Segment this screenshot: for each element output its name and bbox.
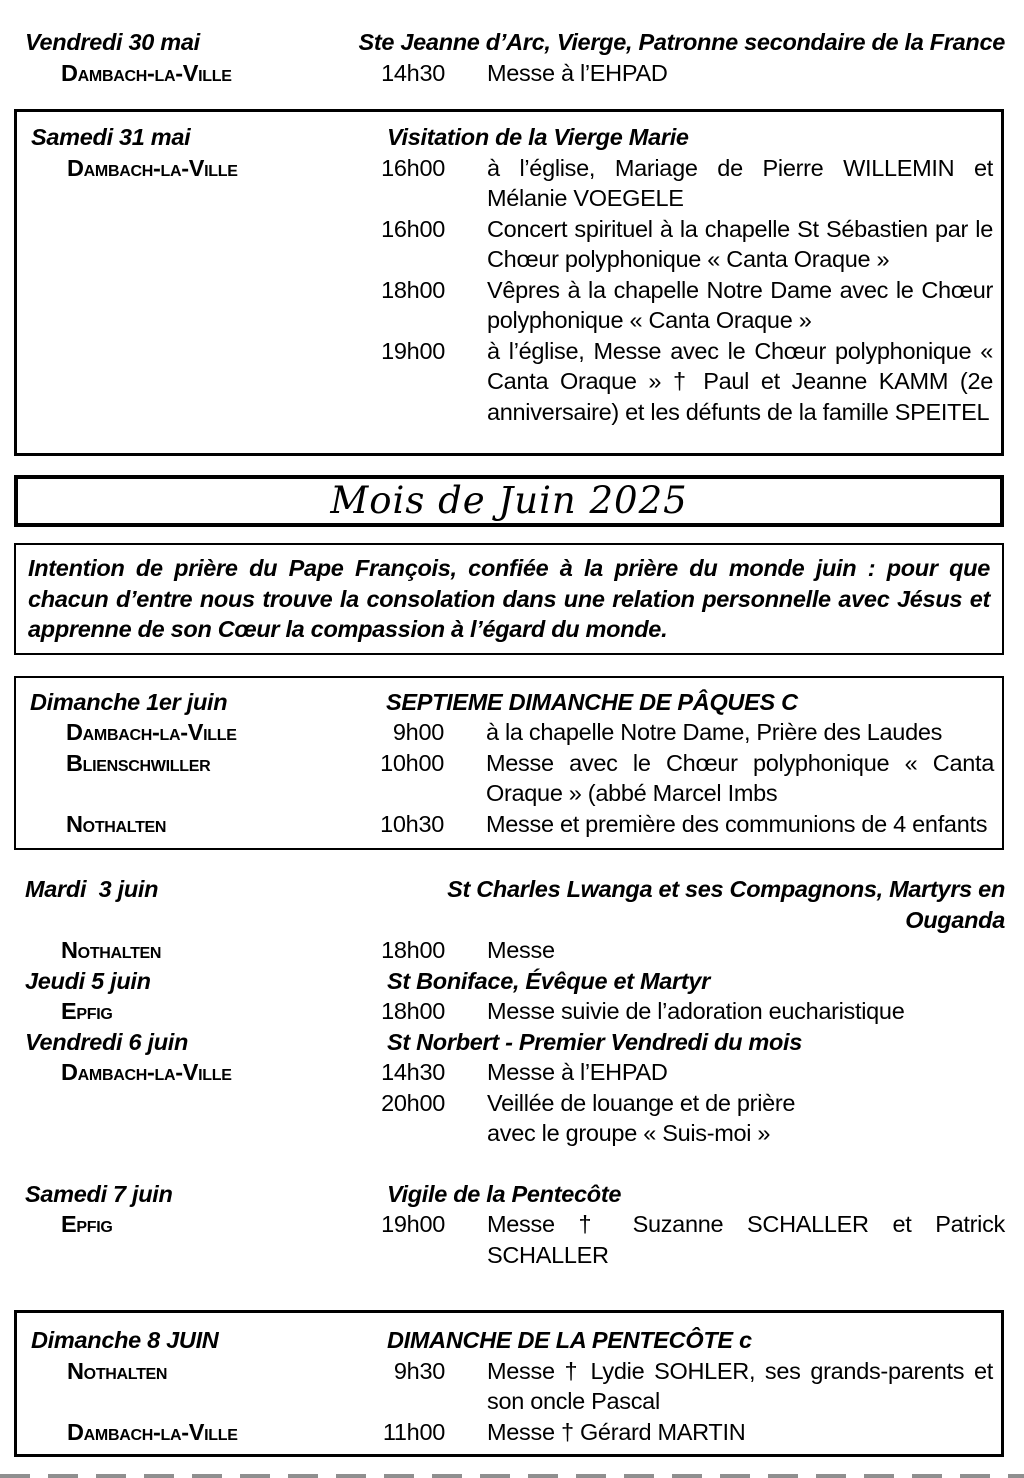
location-label: Dambach-la-Ville [67, 1418, 238, 1445]
month-title: Mois de Juin 2025 [330, 479, 688, 522]
cut-line [0, 1474, 1024, 1478]
schedule-row [25, 1027, 1005, 1058]
event-description: Messe suivie de l’adoration eucharistique [487, 998, 905, 1024]
location-label: Dambach-la-Ville [61, 59, 232, 86]
time-label: 14h30 [381, 1059, 445, 1085]
event-description: à l’église, Messe avec le Chœur polyphonique « Canta Oraque » † Paul et Jeanne KAMM (2e anniversaire) et les défunts de la famille SPEITEL [487, 337, 993, 425]
section-june-8-box [14, 1310, 1004, 1457]
event-description: à l’église, Mariage de Pierre WILLEMIN et Mélanie VOEGELE [487, 154, 993, 211]
event-description: avec le groupe « Suis-moi » [487, 1120, 771, 1146]
time-label: 19h00 [381, 337, 445, 364]
day-label: Samedi 31 mai [31, 124, 191, 150]
feast-title: Ste Jeanne d’Arc, Vierge, Patronne secondaire de la France [358, 29, 1005, 55]
time-label: 16h00 [381, 215, 445, 242]
event-description: Messe † Gérard MARTIN [487, 1418, 746, 1445]
feast-title: St Boniface, Évêque et Martyr [387, 967, 711, 994]
time-label: 11h00 [382, 1418, 445, 1445]
schedule-row [31, 275, 993, 336]
schedule-row [25, 58, 1005, 89]
location-label: Dambach-la-Ville [61, 1059, 232, 1085]
schedule-row [25, 996, 1005, 1027]
location-label: Dambach-la-Ville [67, 154, 238, 181]
section-june-1-box [14, 676, 1004, 851]
location-label: Nothalten [67, 1357, 168, 1384]
day-label: Vendredi 30 mai [25, 29, 200, 55]
time-label: 18h00 [381, 276, 445, 303]
day-label: Mardi 3 juin [25, 876, 159, 902]
time-label: 19h00 [381, 1211, 445, 1237]
schedule-row [30, 717, 994, 748]
section-june-3-to-6 [25, 874, 1005, 1149]
location-label: Nothalten [66, 810, 167, 837]
event-description: Veillée de louange et de prière [487, 1089, 796, 1116]
section-may-30 [25, 0, 1005, 88]
time-label: 18h00 [381, 937, 445, 963]
schedule-row [25, 1209, 1005, 1270]
schedule-row [31, 336, 993, 428]
feast-title: Vigile de la Pentecôte [387, 1180, 622, 1207]
schedule-row [25, 1179, 1005, 1210]
event-description: Messe avec le Chœur polyphonique « Canta Oraque » (abbé Marcel Imbs [486, 749, 994, 806]
time-label: 14h30 [381, 59, 445, 86]
event-description: Messe à l’EHPAD [487, 1059, 668, 1085]
event-description: Messe et première des communions de 4 enfants [486, 810, 988, 837]
schedule-row [25, 1118, 1005, 1149]
time-label: 10h30 [380, 810, 444, 837]
time-label: 9h30 [393, 1357, 445, 1384]
section-may-31-box [14, 109, 1004, 456]
time-label: 20h00 [381, 1089, 445, 1116]
location-label: Blienschwiller [66, 749, 211, 776]
time-label: 9h00 [392, 719, 444, 745]
schedule-row [31, 1325, 993, 1356]
schedule-row [31, 214, 993, 275]
event-description: Concert spirituel à la chapelle St Sébastien par le Chœur polyphonique « Canta Oraque » [487, 215, 993, 272]
month-title-box [14, 475, 1004, 527]
schedule-row [31, 153, 993, 214]
schedule-row [31, 1417, 993, 1448]
feast-title: St Charles Lwanga et ses Compagnons, Martyrs en Ouganda [447, 876, 1005, 933]
schedule-row [25, 874, 1005, 935]
event-description: Messe † Suzanne SCHALLER et Patrick SCHALLER [487, 1211, 1005, 1268]
time-label: 18h00 [381, 998, 445, 1024]
section-june-7 [25, 1179, 1005, 1271]
time-label: 16h00 [381, 154, 445, 181]
schedule-row [25, 1088, 1005, 1119]
schedule-row [30, 809, 994, 840]
location-label: Epfig [61, 998, 113, 1024]
day-label: Samedi 7 juin [25, 1180, 173, 1207]
schedule-row [31, 1356, 993, 1417]
day-label: Vendredi 6 juin [25, 1028, 189, 1055]
feast-title: DIMANCHE DE LA PENTECÔTE c [387, 1327, 752, 1353]
schedule-row [25, 935, 1005, 966]
location-label: Nothalten [61, 937, 162, 963]
location-label: Epfig [61, 1211, 113, 1237]
event-description: à la chapelle Notre Dame, Prière des Laudes [486, 719, 943, 745]
schedule-row [25, 966, 1005, 997]
schedule-row [25, 1057, 1005, 1088]
event-description: Vêpres à la chapelle Notre Dame avec le Chœur polyphonique « Canta Oraque » [487, 276, 993, 333]
intention-text: Intention de prière du Pape François, confiée à la prière du monde juin : pour que chacun d’entre nous trouve la consolation dans une relation personnelle avec Jésus et apprenne de son Cœur la compassion à l’égard du monde. [28, 555, 990, 642]
feast-title: Visitation de la Vierge Marie [387, 124, 689, 150]
day-label: Jeudi 5 juin [25, 967, 151, 994]
feast-title: St Norbert - Premier Vendredi du mois [387, 1028, 803, 1055]
day-label: Dimanche 1er juin [30, 688, 228, 715]
time-label: 10h00 [380, 749, 444, 776]
intention-box [14, 543, 1004, 655]
feast-title: SEPTIEME DIMANCHE DE PÂQUES C [386, 688, 798, 715]
event-description: Messe † Lydie SOHLER, ses grands-parents et son oncle Pascal [487, 1357, 993, 1414]
schedule-row [30, 687, 994, 718]
day-label: Dimanche 8 JUIN [31, 1327, 219, 1353]
location-label: Dambach-la-Ville [66, 719, 237, 745]
schedule-row [30, 748, 994, 809]
schedule-row [31, 122, 993, 153]
event-description: Messe à l’EHPAD [487, 59, 668, 86]
schedule-row [25, 27, 1005, 58]
event-description: Messe [487, 937, 555, 963]
